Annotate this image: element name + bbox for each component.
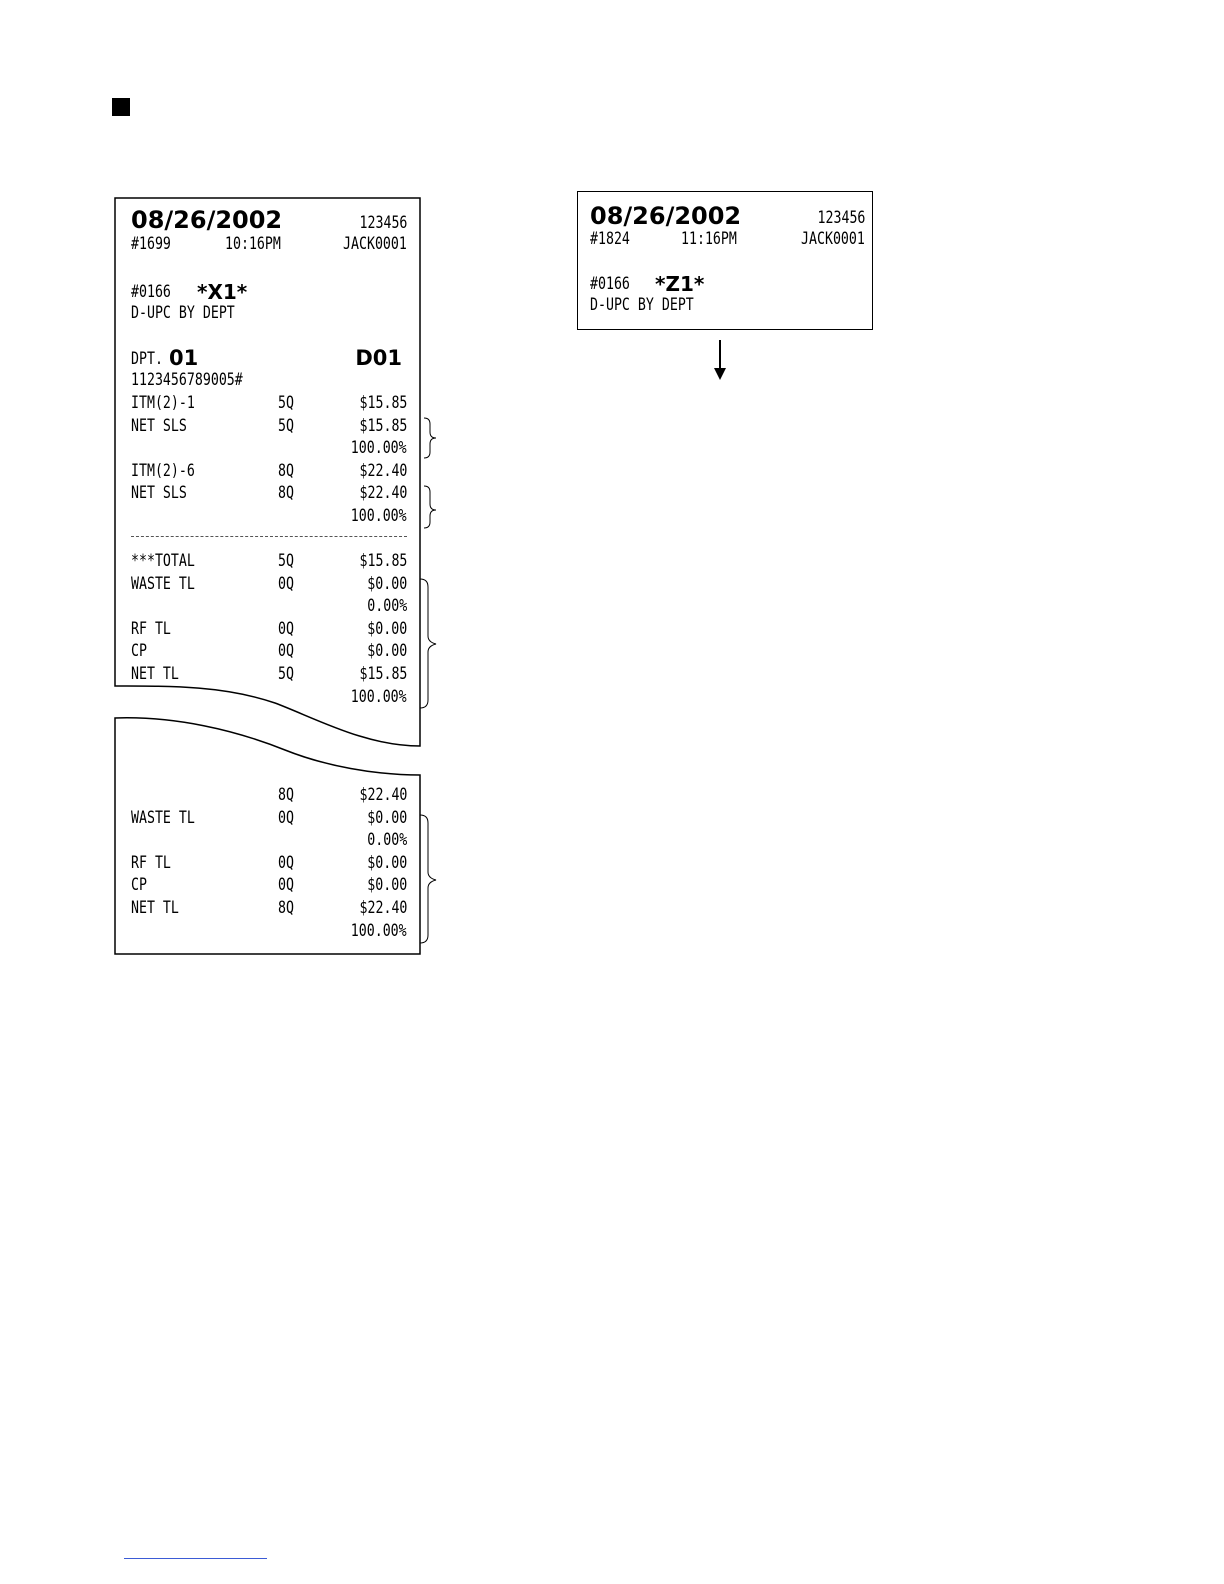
report-mode: *X1* [197, 280, 248, 304]
row-amount: 100.00% [351, 438, 407, 459]
receipt-row [131, 829, 407, 851]
row-label: ***TOTAL [131, 551, 195, 571]
report-counter: #0166 [590, 274, 630, 294]
row-amount: $22.40 [359, 898, 407, 918]
row-amount: 100.00% [351, 686, 407, 707]
receipt-row [131, 686, 407, 708]
row-label: RF TL [131, 852, 171, 873]
machine-number: 123456 [817, 208, 865, 228]
row-label: WASTE TL [131, 807, 195, 828]
down-arrow-icon [705, 338, 735, 388]
row-amount: $0.00 [367, 875, 407, 896]
receipt-row [131, 897, 407, 919]
receipt-row [131, 460, 407, 482]
row-label: CP [131, 875, 147, 896]
row-amount: $22.40 [359, 460, 407, 481]
row-label: CP [131, 641, 147, 662]
receipt-row [131, 482, 407, 504]
consecutive-number: #1699 [131, 234, 171, 254]
receipt-row [131, 920, 407, 942]
receipt-row [131, 618, 407, 640]
department-number: 01 [169, 346, 199, 370]
section-marker-square [112, 98, 130, 116]
receipt-row [131, 505, 407, 527]
row-quantity: 0Q [278, 618, 294, 639]
row-quantity: 0Q [278, 875, 294, 896]
clerk-code: JACK0001 [801, 229, 865, 249]
x-report-receipt [115, 198, 420, 954]
upc-code-row [131, 369, 407, 391]
row-amount: $0.00 [367, 641, 407, 662]
row-amount: $0.00 [367, 618, 407, 639]
row-quantity: 5Q [278, 664, 294, 684]
department-code: D01 [355, 346, 402, 370]
row-amount: $15.85 [359, 393, 407, 413]
receipt-row [131, 550, 407, 572]
row-quantity: 5Q [278, 415, 294, 436]
department-label: DPT. [131, 349, 163, 369]
report-title-row [131, 302, 407, 324]
report-title: D-UPC BY DEPT [131, 303, 235, 323]
bracket-bottom-total [420, 815, 436, 943]
row-quantity: 5Q [278, 551, 294, 571]
row-label: WASTE TL [131, 573, 195, 594]
receipt-row [131, 392, 407, 414]
report-time: 10:16PM [225, 234, 281, 254]
row-quantity: 8Q [278, 785, 294, 805]
row-label: NET TL [131, 664, 179, 684]
row-amount: $15.85 [359, 664, 407, 684]
consecutive-number: #1824 [590, 229, 630, 249]
receipt-header-row-1 [131, 206, 407, 234]
receipt-row [131, 573, 407, 595]
row-label: ITM(2)-6 [131, 460, 195, 481]
row-label: NET TL [131, 898, 179, 918]
row-amount: 0.00% [367, 830, 407, 851]
bracket-item-2 [424, 486, 436, 528]
receipt-header-row-2 [590, 228, 865, 250]
receipt-row [131, 784, 407, 806]
row-amount: 100.00% [351, 506, 407, 526]
row-amount: $0.00 [367, 807, 407, 828]
bracket-item-1 [424, 418, 436, 458]
row-quantity: 0Q [278, 852, 294, 873]
report-counter: #0166 [131, 282, 171, 302]
footer-rule [124, 1558, 267, 1559]
receipt-row [131, 852, 407, 874]
upc-code: 1123456789005# [131, 370, 243, 390]
receipt-header-row-2 [131, 233, 407, 255]
bracket-total [420, 579, 436, 708]
row-amount: $22.40 [359, 785, 407, 805]
report-title: D-UPC BY DEPT [590, 295, 694, 315]
row-amount: $15.85 [359, 415, 407, 436]
row-label: RF TL [131, 618, 171, 639]
report-time: 11:16PM [681, 229, 737, 249]
row-quantity: 0Q [278, 641, 294, 662]
report-title-row [590, 294, 865, 316]
row-quantity: 0Q [278, 807, 294, 828]
row-amount: 0.00% [367, 596, 407, 617]
row-amount: 100.00% [351, 920, 407, 941]
row-quantity: 8Q [278, 483, 294, 504]
row-amount: $0.00 [367, 573, 407, 594]
clerk-code: JACK0001 [343, 234, 407, 254]
row-quantity: 8Q [278, 460, 294, 481]
report-date: 08/26/2002 [590, 202, 742, 230]
row-amount: $0.00 [367, 852, 407, 873]
row-label: NET SLS [131, 415, 187, 436]
receipt-row [131, 640, 407, 662]
row-quantity: 8Q [278, 898, 294, 918]
receipt-row [131, 437, 407, 459]
receipt-header-row-1 [590, 202, 865, 230]
row-quantity: 0Q [278, 573, 294, 594]
department-row [131, 344, 407, 372]
receipt-row [131, 595, 407, 617]
row-label: ITM(2)-1 [131, 393, 195, 413]
row-label: NET SLS [131, 483, 187, 504]
report-mode: *Z1* [655, 272, 705, 296]
machine-number: 123456 [359, 213, 407, 233]
dashed-separator [131, 536, 407, 537]
receipt-row [131, 663, 407, 685]
row-quantity: 5Q [278, 393, 294, 413]
report-date: 08/26/2002 [131, 206, 283, 234]
receipt-row [131, 807, 407, 829]
receipt-row [131, 874, 407, 896]
row-amount: $15.85 [359, 551, 407, 571]
receipt-row [131, 415, 407, 437]
z-report-receipt [577, 191, 873, 330]
row-amount: $22.40 [359, 483, 407, 504]
